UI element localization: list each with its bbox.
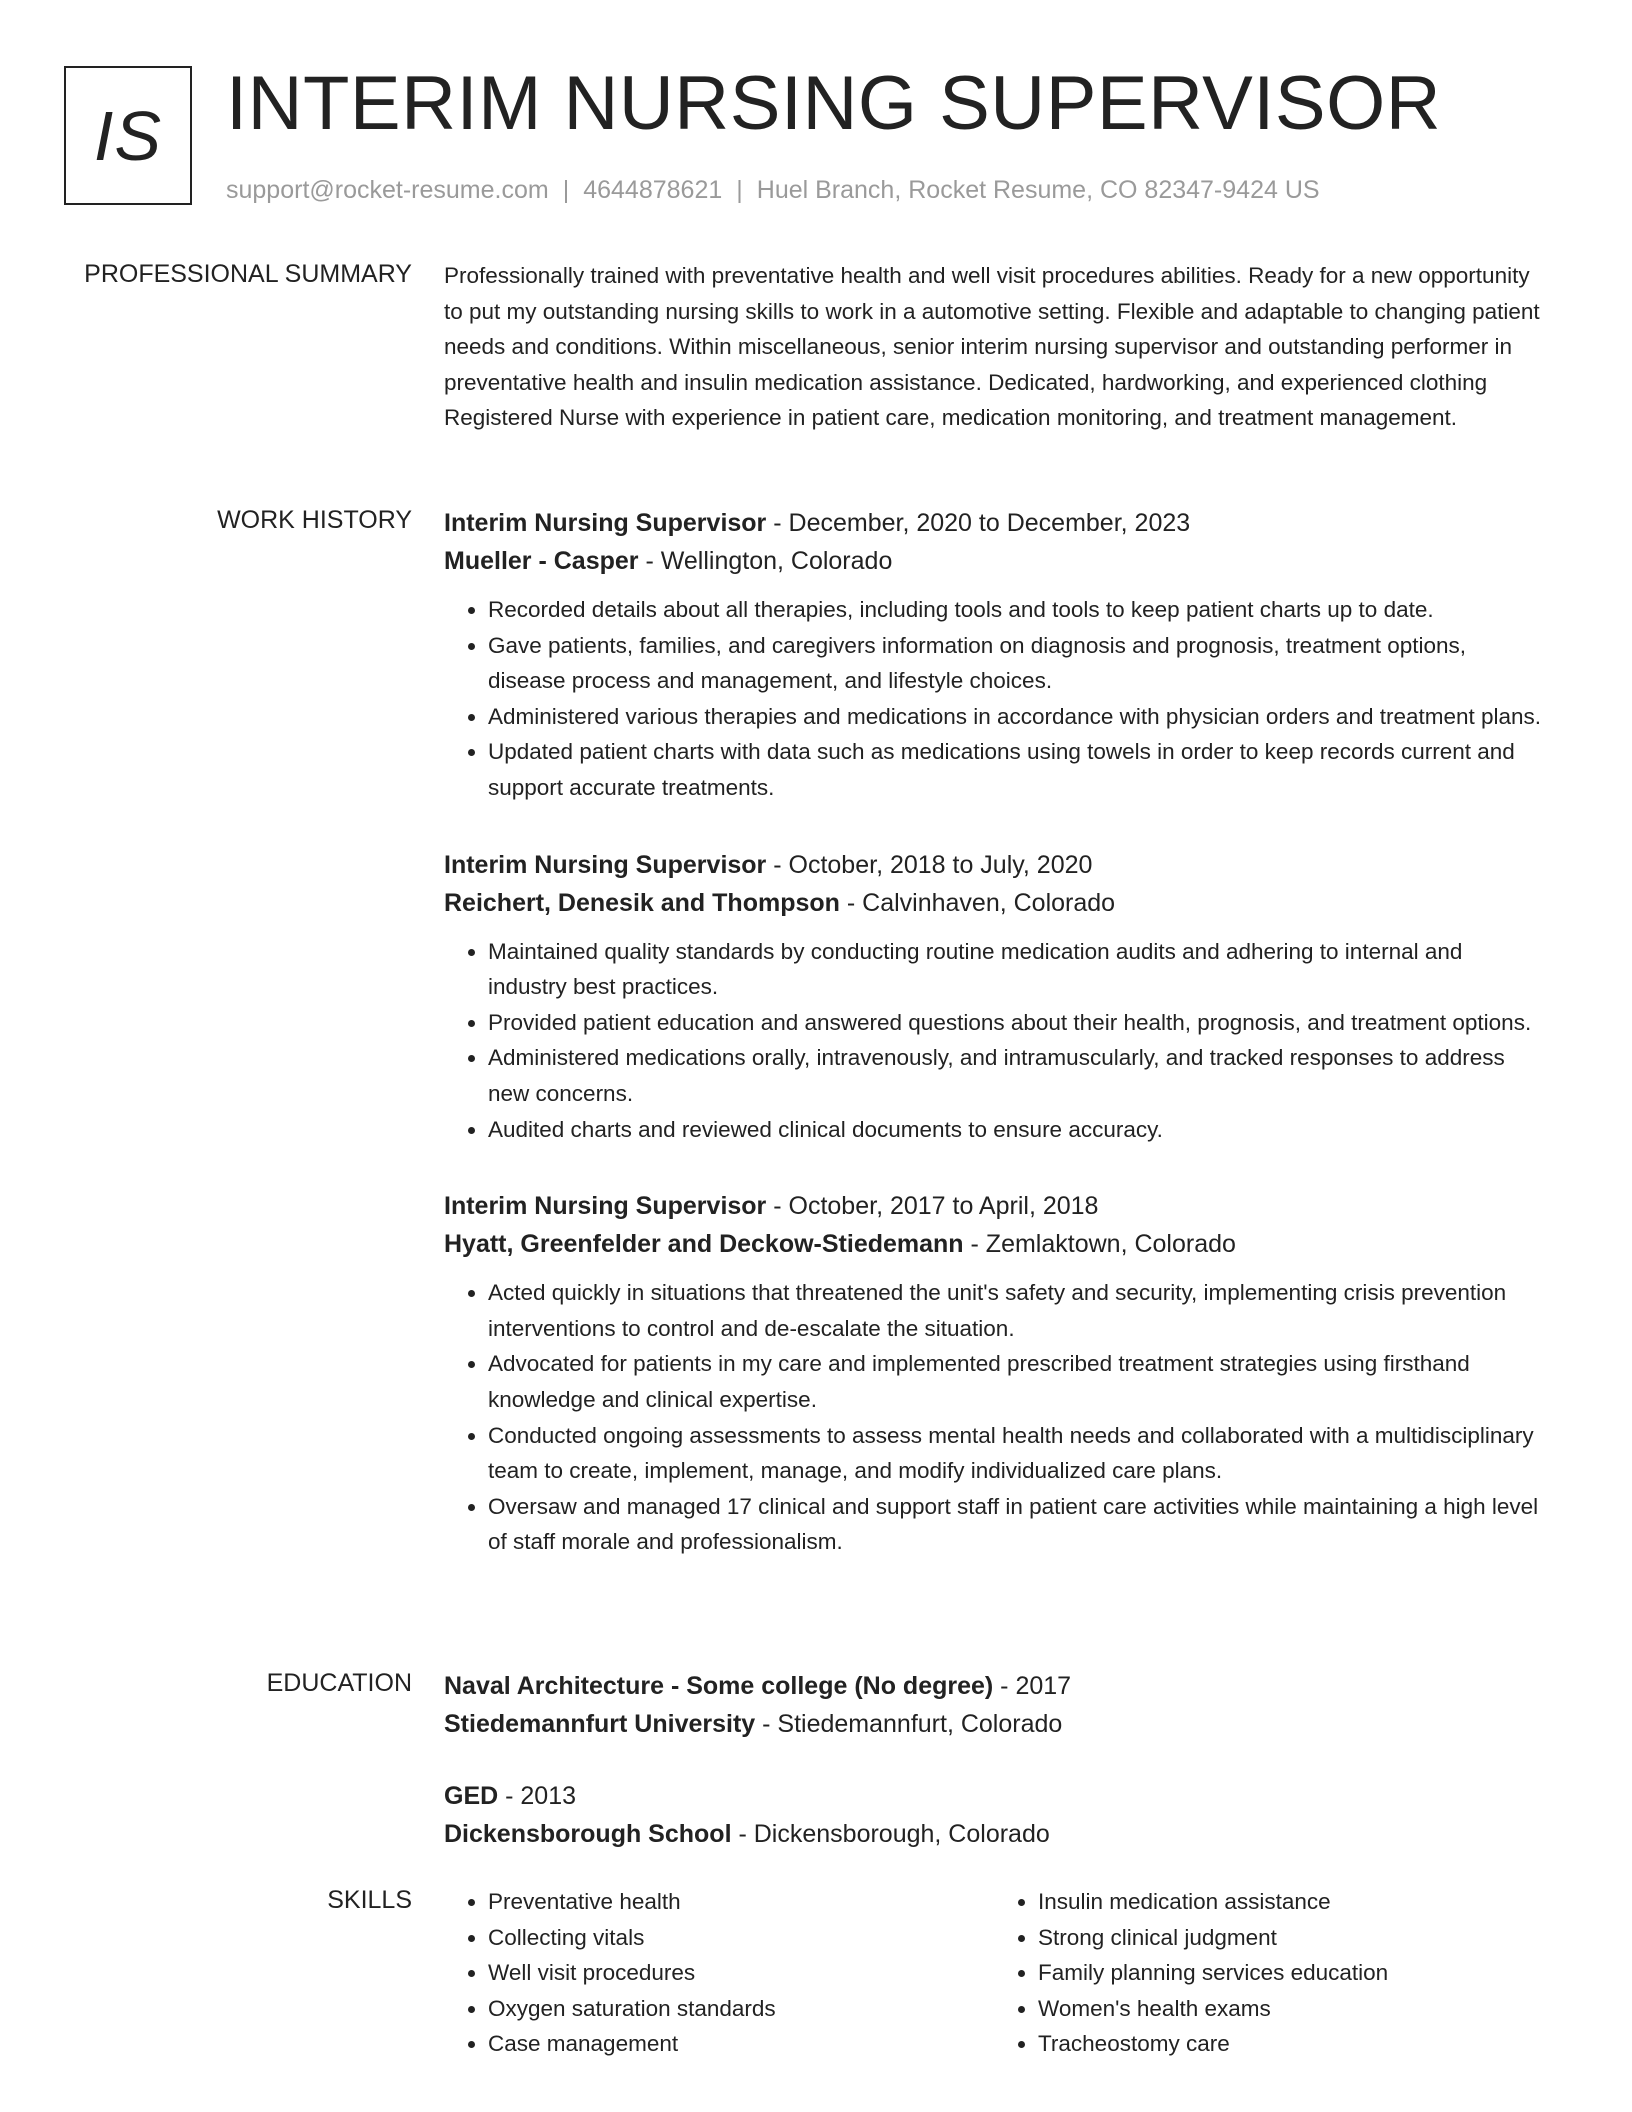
job-bullet: • Maintained quality standards by conducting routine medication audits and adhering to internal and industry best practices. <box>488 934 1544 1005</box>
skills-list-left <box>444 1884 994 2062</box>
job-title-line <box>444 846 1544 884</box>
summary-heading: PROFESSIONAL SUMMARY <box>84 260 412 288</box>
job-entry <box>444 846 1544 1148</box>
skill-item: • Collecting vitals <box>488 1920 994 1956</box>
job-location: - Calvinhaven, Colorado <box>839 888 1116 917</box>
job-title-line <box>444 1187 1544 1225</box>
skills-body <box>444 1884 1544 2062</box>
job-company: Hyatt, Greenfelder and Deckow-Stiedemann <box>444 1230 964 1259</box>
work-history-body <box>444 504 1544 1600</box>
skill-item: • Tracheostomy care <box>1038 2026 1544 2062</box>
education-degree: Naval Architecture - Some college (No degree) <box>444 1672 994 1700</box>
job-bullet: • Gave patients, families, and caregivers information on diagnosis and prognosis, treatment options, disease process and management, and lifestyle choices. <box>488 628 1544 699</box>
job-bullet: • Administered various therapies and medications in accordance with physician orders and treatment plans. <box>488 699 1544 735</box>
education-school: Stiedemannfurt University <box>444 1710 756 1738</box>
education-school-line <box>444 1705 1544 1743</box>
skill-item: • Strong clinical judgment <box>1038 1920 1544 1956</box>
job-title: Interim Nursing Supervisor <box>444 850 767 879</box>
education-location: - Dickensborough, Colorado <box>731 1820 1050 1848</box>
job-bullet: • Oversaw and managed 17 clinical and support staff in patient care activities while maintaining a high level of staff morale and professionalism. <box>488 1489 1544 1560</box>
skill-item: • Preventative health <box>488 1884 994 1920</box>
job-company-line <box>444 884 1544 922</box>
education-school: Dickensborough School <box>444 1820 732 1848</box>
job-title-line <box>444 504 1544 542</box>
job-title: Interim Nursing Supervisor <box>444 1192 767 1221</box>
skill-item: • Well visit procedures <box>488 1955 994 1991</box>
job-company-line <box>444 1225 1544 1263</box>
contact-separator: | <box>736 176 743 204</box>
education-entry <box>444 1667 1544 1743</box>
education-degree-line <box>444 1777 1544 1815</box>
contact-line <box>226 175 1320 205</box>
job-location: - Wellington, Colorado <box>638 547 893 575</box>
education-degree: GED <box>444 1782 499 1810</box>
job-bullet: • Advocated for patients in my care and implemented prescribed treatment strategies using firsthand knowledge and clinical expertise. <box>488 1346 1544 1417</box>
job-location: - Zemlaktown, Colorado <box>963 1230 1236 1259</box>
education-year: - 2017 <box>993 1672 1072 1700</box>
education-school-line <box>444 1815 1544 1853</box>
job-dates: - December, 2020 to December, 2023 <box>766 509 1191 537</box>
job-bullet: • Conducted ongoing assessments to assess mental health needs and collaborated with a multidisciplinary team to create, implement, manage, and modify individualized care plans. <box>488 1418 1544 1489</box>
job-bullet: • Updated patient charts with data such as medications using towels in order to keep records current and support accurate treatments. <box>488 734 1544 805</box>
resume-title: INTERIM NURSING SUPERVISOR <box>226 61 1442 146</box>
education-degree-line <box>444 1667 1544 1705</box>
education-body <box>444 1667 1544 1887</box>
skill-item: • Insulin medication assistance <box>1038 1884 1544 1920</box>
job-bullets <box>444 592 1544 806</box>
education-entry <box>444 1777 1544 1853</box>
job-entry <box>444 1187 1544 1560</box>
skills-list-right <box>994 1884 1544 2062</box>
job-company-line <box>444 542 1544 580</box>
skill-item: • Family planning services education <box>1038 1955 1544 1991</box>
job-title: Interim Nursing Supervisor <box>444 509 767 537</box>
skills-heading: SKILLS <box>327 1886 412 1914</box>
job-dates: - October, 2018 to July, 2020 <box>766 850 1093 879</box>
job-company: Mueller - Casper <box>444 547 639 575</box>
contact-email[interactable]: support@rocket-resume.com <box>226 176 549 204</box>
job-entry <box>444 504 1544 806</box>
job-bullet: • Acted quickly in situations that threatened the unit's safety and security, implementing crisis prevention interventions to control and de-escalate the situation. <box>488 1275 1544 1346</box>
job-bullets <box>444 934 1544 1148</box>
work-history-heading: WORK HISTORY <box>217 506 412 534</box>
skill-item: • Oxygen saturation standards <box>488 1991 994 2027</box>
education-year: - 2013 <box>498 1782 577 1810</box>
job-bullet: • Audited charts and reviewed clinical documents to ensure accuracy. <box>488 1112 1544 1148</box>
skill-item: • Case management <box>488 2026 994 2062</box>
job-bullet: • Provided patient education and answered questions about their health, prognosis, and treatment options. <box>488 1005 1544 1041</box>
education-heading: EDUCATION <box>266 1669 412 1697</box>
summary-text: Professionally trained with preventative health and well visit procedures abilities. Ready for a new opportunity to put my outstanding nursing skills to work in a automotive setting. Flexible and adaptable to changing patient needs and conditions. Within miscellaneous, senior interim nursing supervisor and outstanding performer in preventative health and insulin medication assistance. Dedicated, hardworking, and experienced clothing Registered Nurse with experience in patient care, medication monitoring, and treatment management. <box>444 263 1540 430</box>
job-company: Reichert, Denesik and Thompson <box>444 888 840 917</box>
job-bullets <box>444 1275 1544 1560</box>
contact-separator: | <box>562 176 570 204</box>
skill-item: • Women's health exams <box>1038 1991 1544 2027</box>
job-bullet: • Recorded details about all therapies, including tools and tools to keep patient charts up to date. <box>488 592 1544 628</box>
monogram-logo: IS <box>64 66 192 205</box>
education-location: - Stiedemannfurt, Colorado <box>755 1710 1063 1738</box>
summary-body <box>444 258 1544 436</box>
skills-columns <box>444 1884 1544 2062</box>
contact-phone[interactable]: 4644878621 <box>583 176 723 204</box>
job-dates: - October, 2017 to April, 2018 <box>766 1192 1099 1221</box>
contact-address: Huel Branch, Rocket Resume, CO 82347-9424 US <box>756 176 1320 204</box>
job-bullet: • Administered medications orally, intravenously, and intramuscularly, and tracked responses to address new concerns. <box>488 1040 1544 1111</box>
